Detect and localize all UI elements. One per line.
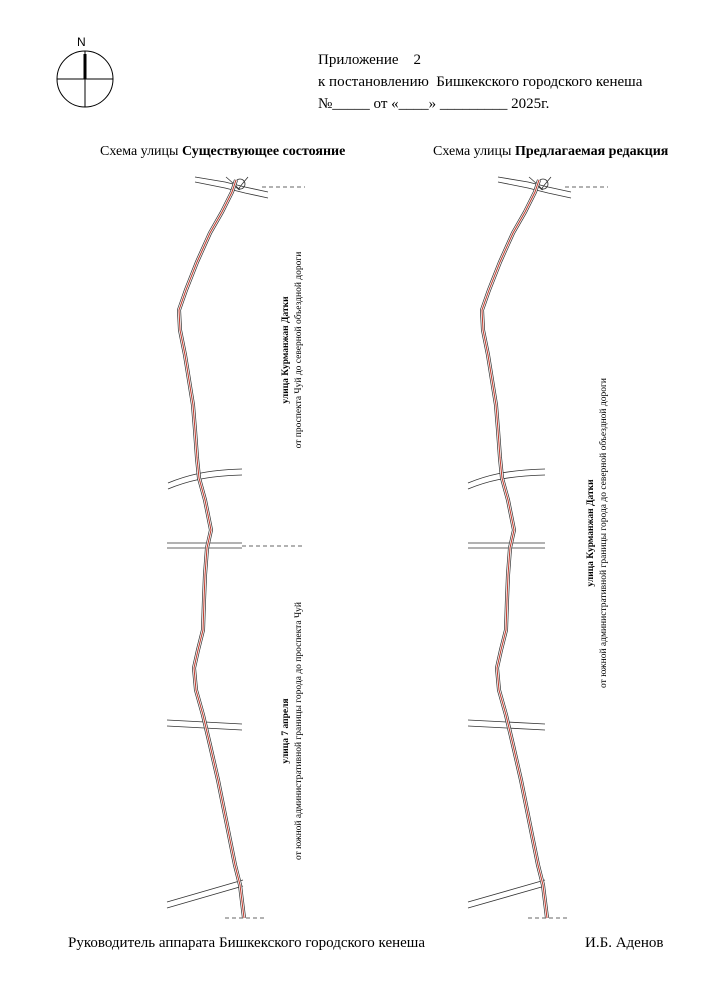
- right-cross-road-chui: [468, 543, 545, 548]
- right-cross-road-1: [468, 469, 545, 489]
- right-scheme-title-prefix: Схема улицы: [433, 144, 515, 159]
- compass-north-label: N: [77, 35, 86, 49]
- left-label-7-aprelya-desc: от южной административной границы города до проспекта Чуй: [294, 602, 304, 860]
- right-scheme-title-bold: Предлагаемая редакция: [514, 144, 669, 159]
- footer-position: Руководитель аппарата Бишкекского городского кенеша: [68, 935, 425, 951]
- right-label-kurmanzhan: [585, 378, 615, 688]
- left-label-kurmanzhan-desc: от проспекта Чуй до северной объездной дороги: [294, 251, 304, 449]
- left-label-kurmanzhan-name: улица Курманжан Датки: [281, 296, 291, 404]
- left-cross-road-1: [168, 469, 242, 489]
- left-street-line: [179, 180, 244, 918]
- right-label-kurmanzhan-name: улица Курманжан Датки: [586, 479, 596, 587]
- right-label-kurmanzhan-desc: от южной административной границы города до северной объездной дороги: [599, 378, 609, 688]
- left-label-kurmanzhan: [280, 200, 310, 500]
- appendix-date-line: №_____ от «____» _________ 2025г.: [318, 96, 550, 112]
- right-cross-road-3: [468, 880, 545, 908]
- right-street-line: [482, 180, 547, 918]
- footer-signatory: И.Б. Аденов: [585, 935, 664, 951]
- left-cross-road-chui: [167, 543, 242, 548]
- appendix-number: Приложение 2: [318, 52, 422, 68]
- appendix-resolution: к постановлению Бишкекского городского кенеша: [318, 74, 643, 90]
- left-scheme-title-prefix: Схема улицы: [100, 144, 182, 159]
- left-label-7-aprelya-name: улица 7 апреля: [281, 698, 291, 764]
- left-scheme-title-bold: Существующее состояние: [181, 144, 346, 159]
- left-label-7-aprelya: [280, 561, 310, 901]
- left-cross-road-3: [167, 880, 243, 908]
